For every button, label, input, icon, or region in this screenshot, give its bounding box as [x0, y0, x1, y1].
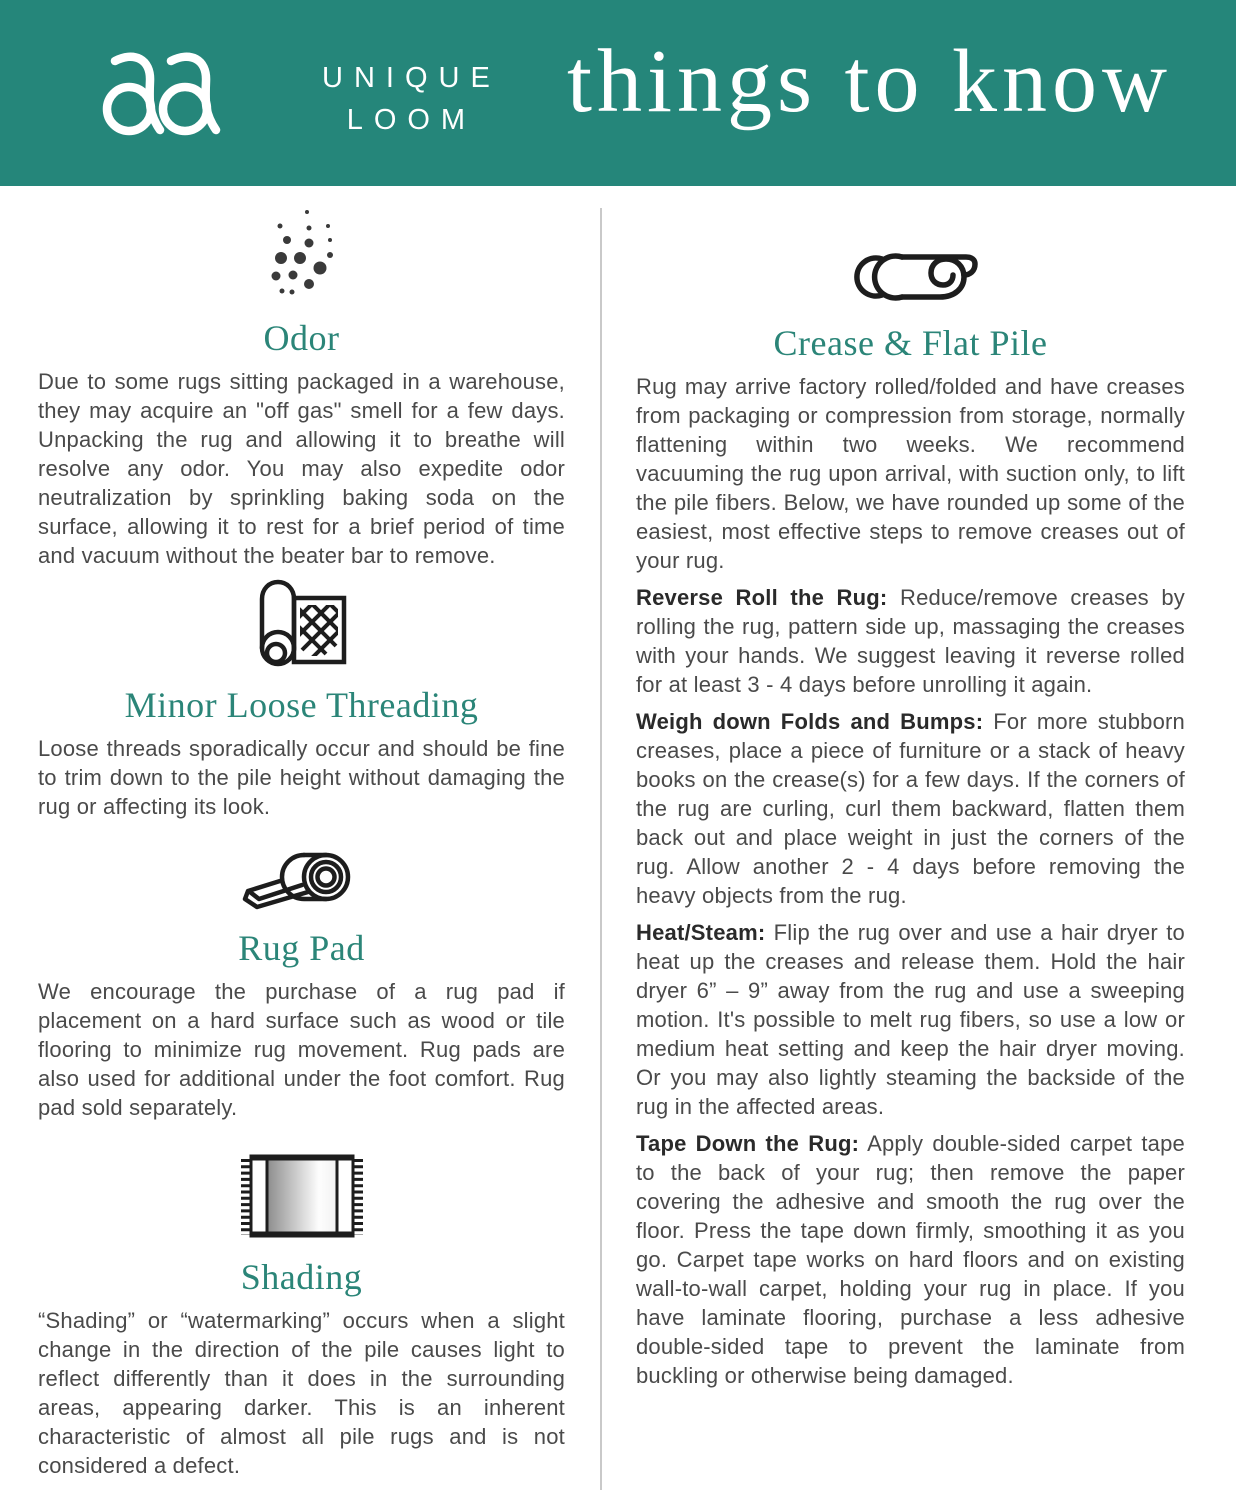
tip-body: Reduce/remove creases by rolling the rug, pattern side up, massaging the creases with your hands. We suggest leaving it reverse rolled for at least 3 - 4 days before unrolling it again.: [636, 585, 1185, 697]
page-title: things to know: [566, 32, 1172, 131]
section-heading: Odor: [263, 318, 340, 358]
rolled-rug-spiral-icon: [636, 244, 1185, 308]
header-banner: [0, 0, 1236, 186]
odor-sprinkle-dots-icon: [38, 208, 565, 303]
tip-label: Heat/Steam:: [636, 920, 766, 945]
tip-body: For more stubborn creases, place a piece of furniture or a stack of heavy books on the crease(s) for a few days. If the corners of the rug are curling, curl them backward, flatten them back out and place weight in just the corners of the rug. Allow another 2 - 4 days before removing the heavy objects from the rug.: [636, 709, 1185, 908]
section-rug-pad: [38, 829, 565, 1122]
section-heading: Crease & Flat Pile: [773, 323, 1048, 363]
brand-wordmark: [322, 62, 501, 137]
unique-loom-logo-icon: [100, 52, 258, 138]
left-column: [38, 186, 565, 1480]
rolled-rug-weave-icon: [38, 578, 565, 670]
section-heading: Rug Pad: [238, 928, 365, 968]
section-heading: Minor Loose Threading: [124, 685, 479, 725]
section-body: We encourage the purchase of a rug pad if placement on a hard surface such as wood or tile flooring to minimize rug movement. Rug pads are also used for additional under the foot comfort. Rug pad sold separately.: [38, 979, 565, 1120]
tip-heat-steam: [636, 918, 1185, 1121]
section-body: “Shading” or “watermarking” occurs when a slight change in the direction of the pile causes light to reflect differently than it does in the surrounding areas, appearing darker. This is an inherent characteristic of almost all pile rugs and is not considered a defect.: [38, 1308, 565, 1478]
section-body: Rug may arrive factory rolled/folded and have creases from packaging or compression from storage, normally flattening within two weeks. We recommend vacuuming the rug upon arrival, with suction only, to lift the pile fibers. Below, we have rounded up some of the easiest, most effective steps to remove creases out of your rug.: [636, 374, 1185, 573]
section-shading: [38, 1150, 565, 1480]
tip-tape-down: [636, 1129, 1185, 1390]
rug-pad-roll-icon: [38, 829, 565, 913]
column-divider: [600, 208, 602, 1490]
brand-line-loom: LOOM: [346, 104, 477, 136]
tip-weigh-down: [636, 707, 1185, 910]
tip-reverse-roll: [636, 583, 1185, 699]
fringed-rug-icon: [38, 1150, 565, 1242]
tip-body: Apply double-sided carpet tape to the back of your rug; then remove the paper covering the adhesive and smooth the rug over the floor. Press the tape down firmly, smoothing it as you go. Carpet tape works on hard floors and on existing wall-to-wall carpet, holding your rug in place. If you have laminate flooring, purchase a less adhesive double-sided tape to prevent the laminate from buckling or otherwise being damaged.: [636, 1131, 1185, 1388]
brand-line-unique: UNIQUE: [322, 62, 501, 94]
tip-label: Weigh down Folds and Bumps:: [636, 709, 984, 734]
section-heading: Shading: [240, 1257, 363, 1297]
section-body: Due to some rugs sitting packaged in a warehouse, they may acquire an "off gas" smell for a few days. Unpacking the rug and allowing it to breathe will resolve any odor. You may also expedite odor neutralization by sprinkling baking soda on the surface, allowing it to rest for a brief period of time and vacuum without the beater bar to remove.: [38, 369, 565, 568]
tip-body: Flip the rug over and use a hair dryer to heat up the creases and release them. Hold the hair dryer 6” – 9” away from the rug and use a sweeping motion. It's possible to melt rug fibers, so use a low or medium heat setting and keep the hair dryer moving. Or you may also lightly steaming the backside of the rug in the affected areas.: [636, 920, 1185, 1119]
section-odor: [38, 208, 565, 570]
right-column: [636, 186, 1185, 1390]
section-body: Loose threads sporadically occur and should be fine to trim down to the pile height without damaging the rug or affecting its look.: [38, 736, 565, 819]
tip-label: Reverse Roll the Rug:: [636, 585, 888, 610]
tip-label: Tape Down the Rug:: [636, 1131, 860, 1156]
section-loose-threading: [38, 578, 565, 821]
